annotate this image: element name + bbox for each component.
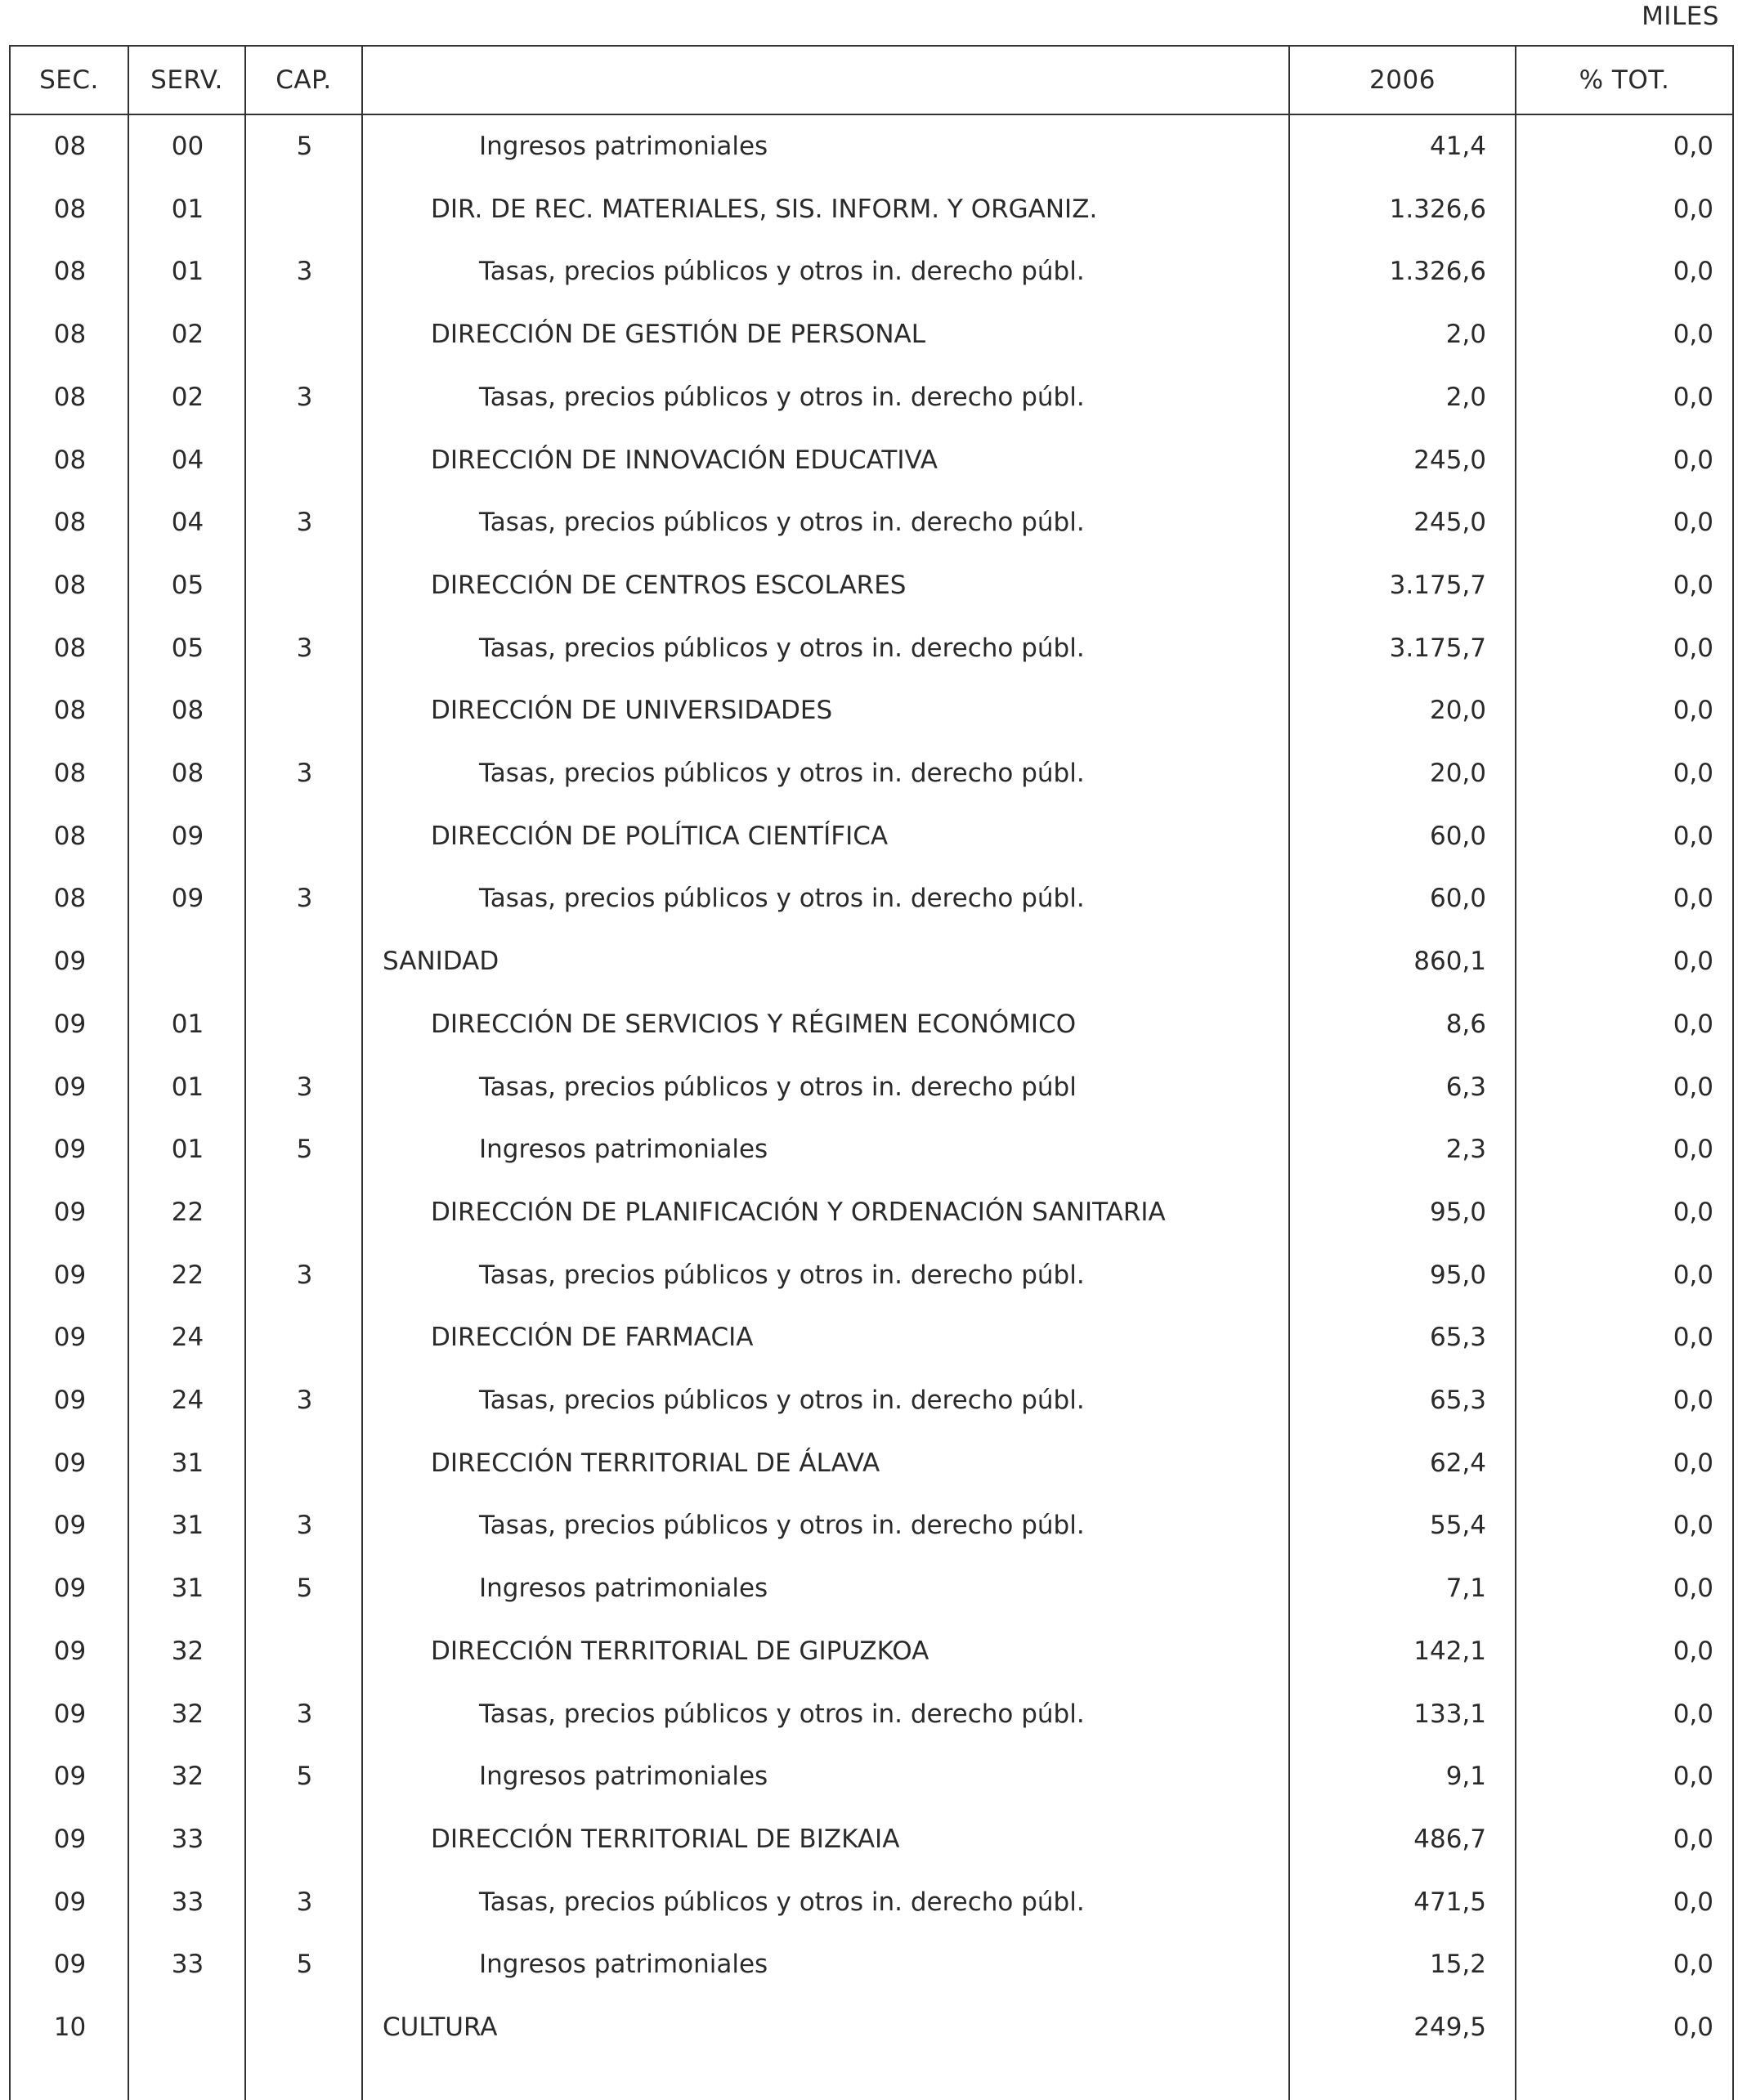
cap-cell: 3 bbox=[296, 382, 313, 412]
table-row bbox=[11, 1056, 1736, 1119]
pct-total-cell: 0,0 bbox=[1673, 1323, 1713, 1353]
serv-cell: 01 bbox=[171, 194, 204, 224]
sec-cell: 09 bbox=[53, 1636, 87, 1666]
description-cell: Tasas, precios públicos y otros in. derecho públ. bbox=[479, 1887, 1085, 1917]
pct-total-cell: 0,0 bbox=[1673, 257, 1713, 287]
cap-cell: 3 bbox=[296, 884, 313, 914]
serv-cell bbox=[129, 930, 246, 993]
description-cell: DIRECCIÓN DE UNIVERSIDADES bbox=[431, 696, 833, 726]
table-row bbox=[11, 993, 1736, 1056]
description-cell: Ingresos patrimoniales bbox=[479, 1762, 768, 1792]
sec-cell: 08 bbox=[53, 633, 87, 663]
pct-total-cell: 0,0 bbox=[1673, 696, 1713, 726]
serv-cell: 31 bbox=[171, 1574, 204, 1604]
amount-cell: 2,3 bbox=[1445, 1135, 1486, 1165]
table-row bbox=[11, 742, 1736, 805]
pct-total-cell: 0,0 bbox=[1673, 382, 1713, 412]
amount-cell: 95,0 bbox=[1429, 1260, 1486, 1290]
sec-cell: 09 bbox=[53, 1009, 87, 1039]
sec-cell: 09 bbox=[53, 1448, 87, 1478]
header-cap: CAP. bbox=[275, 65, 332, 95]
pct-total-cell: 0,0 bbox=[1673, 1887, 1713, 1917]
pct-total-cell: 0,0 bbox=[1673, 1636, 1713, 1666]
description-cell: Ingresos patrimoniales bbox=[479, 132, 768, 161]
table-row bbox=[11, 1808, 1736, 1871]
pct-total-cell: 0,0 bbox=[1673, 1135, 1713, 1165]
cap-cell bbox=[246, 993, 363, 1056]
sec-cell: 09 bbox=[53, 1824, 87, 1854]
description-cell: Tasas, precios públicos y otros in. derecho públ. bbox=[479, 1511, 1085, 1541]
description-cell: DIRECCIÓN DE PLANIFICACIÓN Y ORDENACIÓN SANITARIA bbox=[431, 1197, 1166, 1227]
cap-cell: 3 bbox=[296, 508, 313, 538]
cap-cell: 3 bbox=[296, 633, 313, 663]
amount-cell: 486,7 bbox=[1413, 1824, 1486, 1854]
serv-cell: 09 bbox=[171, 884, 204, 914]
sec-cell: 08 bbox=[53, 257, 87, 287]
pct-total-cell: 0,0 bbox=[1673, 633, 1713, 663]
table-row bbox=[11, 1432, 1736, 1495]
cap-cell bbox=[246, 805, 363, 868]
amount-cell: 60,0 bbox=[1429, 821, 1486, 851]
sec-cell: 08 bbox=[53, 445, 87, 475]
cap-cell bbox=[246, 679, 363, 742]
sec-cell: 09 bbox=[53, 1699, 87, 1729]
table-row bbox=[11, 115, 1736, 178]
cap-cell: 5 bbox=[296, 1574, 313, 1604]
table-row bbox=[11, 1369, 1736, 1432]
amount-cell: 471,5 bbox=[1413, 1887, 1486, 1917]
table-row bbox=[11, 429, 1736, 492]
cap-cell: 3 bbox=[296, 1699, 313, 1729]
amount-cell: 55,4 bbox=[1429, 1511, 1486, 1541]
cap-cell: 3 bbox=[296, 1511, 313, 1541]
table-row bbox=[11, 1494, 1736, 1557]
sec-cell: 08 bbox=[53, 132, 87, 161]
description-cell: Tasas, precios públicos y otros in. derecho públ. bbox=[479, 884, 1085, 914]
cap-cell: 3 bbox=[296, 759, 313, 788]
pct-total-cell: 0,0 bbox=[1673, 445, 1713, 475]
amount-cell: 860,1 bbox=[1413, 947, 1486, 977]
sec-cell: 08 bbox=[53, 570, 87, 600]
serv-cell: 33 bbox=[171, 1950, 204, 1980]
sec-cell: 09 bbox=[53, 1135, 87, 1165]
sec-cell: 09 bbox=[53, 1887, 87, 1917]
header-description bbox=[363, 47, 1288, 114]
description-cell: DIR. DE REC. MATERIALES, SIS. INFORM. Y ORGANIZ. bbox=[431, 194, 1098, 224]
amount-cell: 1.326,6 bbox=[1389, 257, 1486, 287]
pct-total-cell: 0,0 bbox=[1673, 570, 1713, 600]
serv-cell: 05 bbox=[171, 570, 204, 600]
amount-cell: 249,5 bbox=[1413, 2013, 1486, 2042]
pct-total-cell: 0,0 bbox=[1673, 1574, 1713, 1604]
sec-cell: 08 bbox=[53, 382, 87, 412]
description-cell: DIRECCIÓN DE INNOVACIÓN EDUCATIVA bbox=[431, 445, 938, 475]
amount-cell: 8,6 bbox=[1445, 1009, 1486, 1039]
sec-cell: 08 bbox=[53, 508, 87, 538]
pct-total-cell: 0,0 bbox=[1673, 1699, 1713, 1729]
pct-total-cell: 0,0 bbox=[1673, 320, 1713, 350]
serv-cell: 33 bbox=[171, 1887, 204, 1917]
description-cell: Tasas, precios públicos y otros in. derecho públ. bbox=[479, 1699, 1085, 1729]
sec-cell: 09 bbox=[53, 947, 87, 977]
table-row bbox=[11, 1996, 1736, 2059]
serv-cell: 02 bbox=[171, 320, 204, 350]
table-row bbox=[11, 554, 1736, 617]
serv-cell: 01 bbox=[171, 257, 204, 287]
description-cell: Tasas, precios públicos y otros in. derecho públ. bbox=[479, 382, 1085, 412]
serv-cell: 22 bbox=[171, 1260, 204, 1290]
table-row bbox=[11, 1620, 1736, 1683]
description-cell: DIRECCIÓN DE SERVICIOS Y RÉGIMEN ECONÓMICO bbox=[431, 1009, 1077, 1039]
table-row bbox=[11, 679, 1736, 742]
cap-cell: 5 bbox=[296, 1135, 313, 1165]
description-cell: SANIDAD bbox=[383, 947, 499, 977]
cap-cell bbox=[246, 178, 363, 241]
description-cell: DIRECCIÓN TERRITORIAL DE ÁLAVA bbox=[431, 1448, 880, 1478]
description-cell: Tasas, precios públicos y otros in. derecho públ. bbox=[479, 257, 1085, 287]
amount-cell: 95,0 bbox=[1429, 1197, 1486, 1227]
amount-cell: 60,0 bbox=[1429, 884, 1486, 914]
serv-cell: 24 bbox=[171, 1386, 204, 1415]
cap-cell bbox=[246, 1620, 363, 1683]
serv-cell: 09 bbox=[171, 821, 204, 851]
pct-total-cell: 0,0 bbox=[1673, 821, 1713, 851]
amount-cell: 62,4 bbox=[1429, 1448, 1486, 1478]
serv-cell: 08 bbox=[171, 759, 204, 788]
pct-total-cell: 0,0 bbox=[1673, 1762, 1713, 1792]
sec-cell: 08 bbox=[53, 696, 87, 726]
cap-cell: 3 bbox=[296, 257, 313, 287]
serv-cell: 31 bbox=[171, 1511, 204, 1541]
sec-cell: 09 bbox=[53, 1197, 87, 1227]
header-serv: SERV. bbox=[150, 65, 223, 95]
serv-cell: 32 bbox=[171, 1636, 204, 1666]
table-row bbox=[11, 1118, 1736, 1181]
description-cell: DIRECCIÓN DE POLÍTICA CIENTÍFICA bbox=[431, 821, 889, 851]
header-pct-total: % TOT. bbox=[1579, 65, 1670, 95]
serv-cell: 22 bbox=[171, 1197, 204, 1227]
sec-cell: 09 bbox=[53, 1762, 87, 1792]
description-cell: Tasas, precios públicos y otros in. derecho públ. bbox=[479, 759, 1085, 788]
pct-total-cell: 0,0 bbox=[1673, 1950, 1713, 1980]
pct-total-cell: 0,0 bbox=[1673, 1511, 1713, 1541]
table-row bbox=[11, 1244, 1736, 1307]
serv-cell: 04 bbox=[171, 445, 204, 475]
description-cell: DIRECCIÓN TERRITORIAL DE GIPUZKOA bbox=[431, 1636, 929, 1666]
cap-cell: 3 bbox=[296, 1887, 313, 1917]
table-row bbox=[11, 1181, 1736, 1244]
amount-cell: 7,1 bbox=[1445, 1574, 1486, 1604]
serv-cell: 01 bbox=[171, 1072, 204, 1102]
description-cell: Tasas, precios públicos y otros in. derecho públ bbox=[479, 1072, 1077, 1102]
pct-total-cell: 0,0 bbox=[1673, 1009, 1713, 1039]
header-sec: SEC. bbox=[39, 65, 99, 95]
table-row bbox=[11, 930, 1736, 993]
sec-cell: 09 bbox=[53, 1511, 87, 1541]
description-cell: Ingresos patrimoniales bbox=[479, 1950, 768, 1980]
pct-total-cell: 0,0 bbox=[1673, 947, 1713, 977]
serv-cell: 33 bbox=[171, 1824, 204, 1854]
amount-cell: 9,1 bbox=[1445, 1762, 1486, 1792]
sec-cell: 08 bbox=[53, 194, 87, 224]
sec-cell: 09 bbox=[53, 1072, 87, 1102]
amount-cell: 41,4 bbox=[1429, 132, 1486, 161]
table-row bbox=[11, 1557, 1736, 1620]
amount-cell: 65,3 bbox=[1429, 1386, 1486, 1415]
cap-cell bbox=[246, 1432, 363, 1495]
pct-total-cell: 0,0 bbox=[1673, 884, 1713, 914]
cap-cell: 3 bbox=[296, 1072, 313, 1102]
serv-cell: 31 bbox=[171, 1448, 204, 1478]
amount-cell: 6,3 bbox=[1445, 1072, 1486, 1102]
amount-cell: 20,0 bbox=[1429, 696, 1486, 726]
serv-cell: 01 bbox=[171, 1135, 204, 1165]
pct-total-cell: 0,0 bbox=[1673, 132, 1713, 161]
amount-cell: 65,3 bbox=[1429, 1323, 1486, 1353]
sec-cell: 08 bbox=[53, 821, 87, 851]
cap-cell bbox=[246, 303, 363, 366]
table-row bbox=[11, 240, 1736, 303]
pct-total-cell: 0,0 bbox=[1673, 1386, 1713, 1415]
cap-cell: 3 bbox=[296, 1386, 313, 1415]
cap-cell: 5 bbox=[296, 1950, 313, 1980]
description-cell: Ingresos patrimoniales bbox=[479, 1574, 768, 1604]
description-cell: Ingresos patrimoniales bbox=[479, 1135, 768, 1165]
sec-cell: 08 bbox=[53, 884, 87, 914]
table-row bbox=[11, 1933, 1736, 1996]
header-year: 2006 bbox=[1369, 65, 1436, 95]
amount-cell: 2,0 bbox=[1445, 382, 1486, 412]
amount-cell: 142,1 bbox=[1413, 1636, 1486, 1666]
cap-cell bbox=[246, 554, 363, 617]
cap-cell bbox=[246, 1996, 363, 2059]
pct-total-cell: 0,0 bbox=[1673, 1197, 1713, 1227]
sec-cell: 09 bbox=[53, 1574, 87, 1604]
pct-total-cell: 0,0 bbox=[1673, 194, 1713, 224]
sec-cell: 09 bbox=[53, 1950, 87, 1980]
amount-cell: 2,0 bbox=[1445, 320, 1486, 350]
table-row bbox=[11, 491, 1736, 554]
serv-cell: 01 bbox=[171, 1009, 204, 1039]
pct-total-cell: 0,0 bbox=[1673, 1824, 1713, 1854]
unit-label: MILES bbox=[1642, 2, 1719, 31]
cap-cell bbox=[246, 429, 363, 492]
serv-cell: 08 bbox=[171, 696, 204, 726]
sec-cell: 10 bbox=[53, 2013, 87, 2042]
description-cell: Tasas, precios públicos y otros in. derecho públ. bbox=[479, 508, 1085, 538]
description-cell: DIRECCIÓN DE GESTIÓN DE PERSONAL bbox=[431, 320, 926, 350]
sec-cell: 09 bbox=[53, 1260, 87, 1290]
pct-total-cell: 0,0 bbox=[1673, 1260, 1713, 1290]
sec-cell: 08 bbox=[53, 320, 87, 350]
serv-cell: 02 bbox=[171, 382, 204, 412]
amount-cell: 245,0 bbox=[1413, 445, 1486, 475]
description-cell: DIRECCIÓN TERRITORIAL DE BIZKAIA bbox=[431, 1824, 900, 1854]
sec-cell: 09 bbox=[53, 1323, 87, 1353]
cap-cell bbox=[246, 1181, 363, 1244]
table-row bbox=[11, 867, 1736, 930]
table-row bbox=[11, 1306, 1736, 1369]
serv-cell: 24 bbox=[171, 1323, 204, 1353]
amount-cell: 245,0 bbox=[1413, 508, 1486, 538]
description-cell: DIRECCIÓN DE FARMACIA bbox=[431, 1323, 754, 1353]
serv-cell: 00 bbox=[171, 132, 204, 161]
table-row bbox=[11, 617, 1736, 680]
serv-cell: 05 bbox=[171, 633, 204, 663]
serv-cell: 04 bbox=[171, 508, 204, 538]
amount-cell: 3.175,7 bbox=[1389, 570, 1486, 600]
serv-cell bbox=[129, 1996, 246, 2059]
table-row bbox=[11, 178, 1736, 241]
pct-total-cell: 0,0 bbox=[1673, 1072, 1713, 1102]
pct-total-cell: 0,0 bbox=[1673, 1448, 1713, 1478]
pct-total-cell: 0,0 bbox=[1673, 508, 1713, 538]
table-row bbox=[11, 1683, 1736, 1746]
pct-total-cell: 0,0 bbox=[1673, 759, 1713, 788]
sec-cell: 08 bbox=[53, 759, 87, 788]
table-row bbox=[11, 303, 1736, 366]
description-cell: DIRECCIÓN DE CENTROS ESCOLARES bbox=[431, 570, 907, 600]
cap-cell: 5 bbox=[296, 132, 313, 161]
amount-cell: 1.326,6 bbox=[1389, 194, 1486, 224]
sec-cell: 09 bbox=[53, 1386, 87, 1415]
serv-cell: 32 bbox=[171, 1762, 204, 1792]
cap-cell bbox=[246, 930, 363, 993]
amount-cell: 15,2 bbox=[1429, 1950, 1486, 1980]
cap-cell: 5 bbox=[296, 1762, 313, 1792]
description-cell: Tasas, precios públicos y otros in. derecho públ. bbox=[479, 1260, 1085, 1290]
cap-cell bbox=[246, 1306, 363, 1369]
amount-cell: 133,1 bbox=[1413, 1699, 1486, 1729]
table-row bbox=[11, 1745, 1736, 1808]
amount-cell: 3.175,7 bbox=[1389, 633, 1486, 663]
cap-cell bbox=[246, 1808, 363, 1871]
description-cell: CULTURA bbox=[383, 2013, 498, 2042]
table-row bbox=[11, 366, 1736, 429]
budget-table bbox=[9, 45, 1734, 2100]
cap-cell: 3 bbox=[296, 1260, 313, 1290]
table-row bbox=[11, 805, 1736, 868]
amount-cell: 20,0 bbox=[1429, 759, 1486, 788]
serv-cell: 32 bbox=[171, 1699, 204, 1729]
pct-total-cell: 0,0 bbox=[1673, 2013, 1713, 2042]
description-cell: Tasas, precios públicos y otros in. derecho públ. bbox=[479, 633, 1085, 663]
table-row bbox=[11, 1871, 1736, 1934]
description-cell: Tasas, precios públicos y otros in. derecho públ. bbox=[479, 1386, 1085, 1415]
